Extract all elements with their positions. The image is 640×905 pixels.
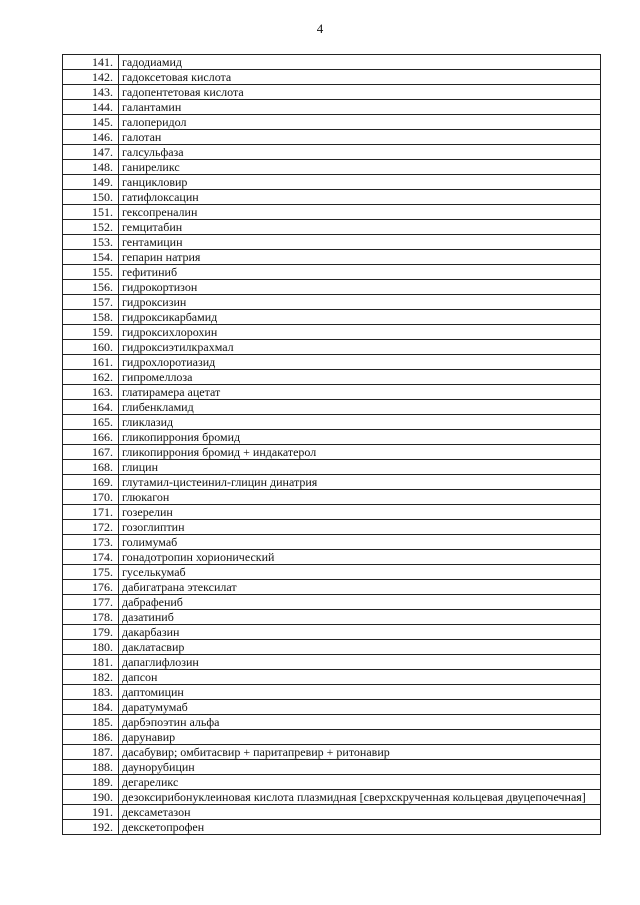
row-number: 150. [63,190,119,205]
row-number: 158. [63,310,119,325]
substance-table-body [63,55,601,835]
substance-name: глатирамера ацетат [119,385,601,400]
table-row [63,445,601,460]
table-row [63,325,601,340]
table-row [63,295,601,310]
substance-name: гатифлоксацин [119,190,601,205]
row-number: 149. [63,175,119,190]
table-row [63,670,601,685]
table-row [63,595,601,610]
row-number: 183. [63,685,119,700]
substance-name: дексаметазон [119,805,601,820]
substance-name: гепарин натрия [119,250,601,265]
substance-name: гидроксизин [119,295,601,310]
substance-name: дасабувир; омбитасвир + паритапревир + ритонавир [119,745,601,760]
row-number: 186. [63,730,119,745]
row-number: 162. [63,370,119,385]
row-number: 159. [63,325,119,340]
table-row [63,760,601,775]
row-number: 142. [63,70,119,85]
substance-name: гипромеллоза [119,370,601,385]
substance-name: даклатасвир [119,640,601,655]
substance-name: ганиреликс [119,160,601,175]
row-number: 187. [63,745,119,760]
table-row [63,790,601,805]
table-row [63,70,601,85]
substance-name: дакарбазин [119,625,601,640]
table-row [63,805,601,820]
row-number: 170. [63,490,119,505]
row-number: 190. [63,790,119,805]
row-number: 144. [63,100,119,115]
substance-name: галоперидол [119,115,601,130]
substance-name: гликопиррония бромид [119,430,601,445]
row-number: 156. [63,280,119,295]
table-row [63,520,601,535]
substance-name: дапсон [119,670,601,685]
table-row [63,265,601,280]
table-row [63,100,601,115]
table-row [63,820,601,835]
row-number: 175. [63,565,119,580]
substance-name: гуселькумаб [119,565,601,580]
table-row [63,610,601,625]
substance-name: гликлазид [119,415,601,430]
row-number: 181. [63,655,119,670]
table-row [63,55,601,70]
table-row [63,745,601,760]
substance-name: глюкагон [119,490,601,505]
table-row [63,475,601,490]
row-number: 180. [63,640,119,655]
substance-name: глутамил-цистеинил-глицин динатрия [119,475,601,490]
substance-name: дарунавир [119,730,601,745]
row-number: 178. [63,610,119,625]
row-number: 188. [63,760,119,775]
table-row [63,535,601,550]
substance-name: глицин [119,460,601,475]
substance-name: даптомицин [119,685,601,700]
row-number: 174. [63,550,119,565]
row-number: 185. [63,715,119,730]
substance-name: гидрокортизон [119,280,601,295]
table-row [63,175,601,190]
row-number: 167. [63,445,119,460]
substance-name: дарбэпоэтин альфа [119,715,601,730]
table-row [63,415,601,430]
table-row [63,460,601,475]
row-number: 153. [63,235,119,250]
substance-name: гонадотропин хорионический [119,550,601,565]
substance-name: гентамицин [119,235,601,250]
table-row [63,145,601,160]
row-number: 152. [63,220,119,235]
table-row [63,640,601,655]
row-number: 161. [63,355,119,370]
table-row [63,490,601,505]
table-row [63,310,601,325]
substance-name: гадодиамид [119,55,601,70]
table-row [63,235,601,250]
table-row [63,700,601,715]
row-number: 147. [63,145,119,160]
substance-name: галантамин [119,100,601,115]
substance-name: дазатиниб [119,610,601,625]
substance-name: гемцитабин [119,220,601,235]
row-number: 141. [63,55,119,70]
substance-name: ганцикловир [119,175,601,190]
row-number: 166. [63,430,119,445]
table-row [63,400,601,415]
table-row [63,565,601,580]
table-row [63,715,601,730]
row-number: 191. [63,805,119,820]
substance-name: гадопентетовая кислота [119,85,601,100]
substance-name: дабрафениб [119,595,601,610]
table-row [63,220,601,235]
table-row [63,655,601,670]
table-row [63,280,601,295]
row-number: 157. [63,295,119,310]
substance-name: гликопиррония бромид + индакатерол [119,445,601,460]
substance-name: глибенкламид [119,400,601,415]
table-row [63,775,601,790]
substance-name: галотан [119,130,601,145]
table-row [63,430,601,445]
table-row [63,160,601,175]
row-number: 184. [63,700,119,715]
table-row [63,505,601,520]
row-number: 179. [63,625,119,640]
substance-name: голимумаб [119,535,601,550]
table-row [63,250,601,265]
row-number: 148. [63,160,119,175]
row-number: 154. [63,250,119,265]
row-number: 164. [63,400,119,415]
row-number: 182. [63,670,119,685]
table-row [63,685,601,700]
substance-name: гефитиниб [119,265,601,280]
row-number: 143. [63,85,119,100]
row-number: 146. [63,130,119,145]
table-row [63,625,601,640]
row-number: 168. [63,460,119,475]
substance-name: гидрохлоротиазид [119,355,601,370]
table-row [63,205,601,220]
substance-name: дегареликс [119,775,601,790]
row-number: 155. [63,265,119,280]
row-number: 171. [63,505,119,520]
row-number: 145. [63,115,119,130]
substance-name: даратумумаб [119,700,601,715]
table-row [63,730,601,745]
row-number: 165. [63,415,119,430]
table-row [63,190,601,205]
substance-name: дапаглифлозин [119,655,601,670]
row-number: 176. [63,580,119,595]
substance-name: дезоксирибонуклеиновая кислота плазмидная [сверхскрученная кольцевая двуцепочечная] [119,790,601,805]
substance-name: декскетопрофен [119,820,601,835]
row-number: 189. [63,775,119,790]
substance-name: гидроксиэтилкрахмал [119,340,601,355]
row-number: 160. [63,340,119,355]
table-row [63,85,601,100]
row-number: 192. [63,820,119,835]
row-number: 163. [63,385,119,400]
substance-name: дабигатрана этексилат [119,580,601,595]
table-row [63,340,601,355]
row-number: 151. [63,205,119,220]
row-number: 177. [63,595,119,610]
substance-name: гадоксетовая кислота [119,70,601,85]
row-number: 169. [63,475,119,490]
substance-name: гексопреналин [119,205,601,220]
substance-name: гозерелин [119,505,601,520]
table-row [63,385,601,400]
substance-name: гидроксихлорохин [119,325,601,340]
table-row [63,550,601,565]
table-row [63,130,601,145]
row-number: 172. [63,520,119,535]
table-row [63,115,601,130]
table-row [63,580,601,595]
page-number: 4 [316,21,324,36]
substance-name: гидроксикарбамид [119,310,601,325]
substance-name: гозоглиптин [119,520,601,535]
table-row [63,355,601,370]
substance-table [62,54,601,835]
row-number: 173. [63,535,119,550]
substance-name: даунорубицин [119,760,601,775]
substance-name: галсульфаза [119,145,601,160]
table-row [63,370,601,385]
